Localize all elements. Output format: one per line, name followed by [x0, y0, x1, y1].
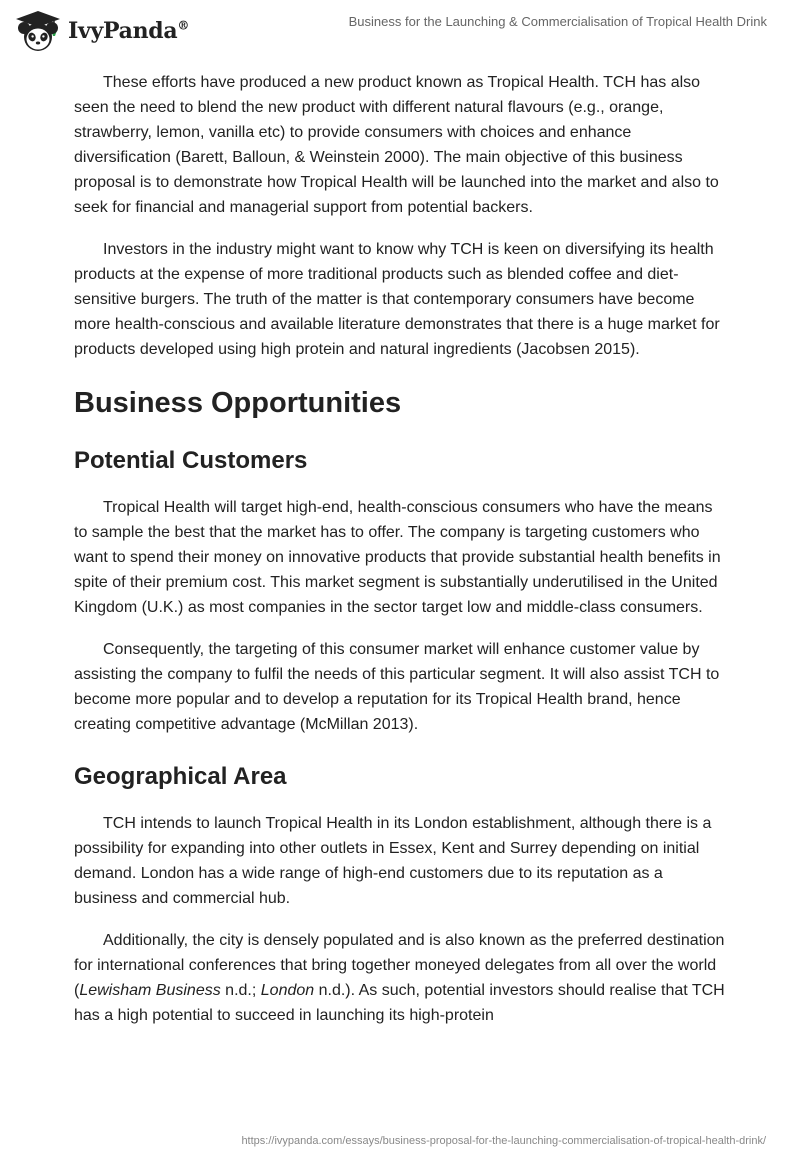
text-run: n.d.). As such, potential investors should realise that TCH has a high potential to succeed in launching its high-protein [74, 982, 725, 1024]
paragraph: TCH intends to launch Tropical Health in its London establishment, although there is a possibility for expanding into other outlets in Essex, Kent and Surrey depending on initial demand. London has a wide range of high-end customers due to its reputation as a business and commercial hub. [74, 815, 712, 907]
section-heading: Business Opportunities [74, 387, 402, 419]
logo-wordmark [68, 18, 189, 44]
logo-name: IvyPanda [68, 18, 178, 44]
document-title: Business for the Launching & Commercialisation of Tropical Health Drink [348, 14, 767, 29]
source-url[interactable]: https://ivypanda.com/essays/business-proposal-for-the-launching-commercialisation-of-tropical-health-drink/ [241, 1135, 766, 1147]
ivypanda-logo[interactable] [14, 10, 189, 52]
document-body [74, 70, 726, 1045]
text-run: Additionally, the city is densely populated and is also known as the preferred destination for international conferences that bring together moneyed delegates from all over the world ( [74, 932, 725, 999]
citation-italic: Lewisham Business [79, 982, 221, 999]
paragraph: These efforts have produced a new product known as Tropical Health. TCH has also seen the need to blend the new product with different natural flavours (e.g., orange, strawberry, lemon, vanilla etc) to provide consumers with choices and enhance diversification (Barett, Balloun, & Weinstein 2000). The main objective of this business proposal is to demonstrate how Tropical Health will be launched into the market and also to seek for financial and managerial support from potential backers. [74, 74, 719, 216]
paragraph: Consequently, the targeting of this consumer market will enhance customer value by assisting the company to fulfil the needs of this particular segment. It will also assist TCH to become more popular and to develop a reputation for its Tropical Health brand, hence creating competitive advantage (McMillan 2013). [74, 641, 720, 733]
text-run: n.d.; [220, 982, 261, 999]
panda-logo-icon [14, 10, 62, 52]
paragraph: Investors in the industry might want to know why TCH is keen on diversifying its health products at the expense of more traditional products such as blended coffee and diet-sensitive burgers. The truth of the matter is that contemporary consumers have become more health-conscious and available literature demonstrates that there is a huge market for products developed using high protein and natural ingredients (Jacobsen 2015). [74, 241, 720, 358]
paragraph: Tropical Health will target high-end, health-conscious consumers who have the means to sample the best that the market has to offer. The company is targeting customers who want to spend their money on innovative products that provide substantial health benefits in spite of their premium cost. This market segment is substantially underutilised in the United Kingdom (U.K.) as most companies in the sector target low and middle-class consumers. [74, 499, 721, 616]
subsection-heading: Potential Customers [74, 447, 308, 474]
paragraph [74, 928, 726, 1028]
citation-italic: London [260, 982, 315, 999]
page-header [0, 0, 800, 64]
subsection-heading: Geographical Area [74, 763, 287, 790]
registered-mark: ® [177, 18, 190, 33]
